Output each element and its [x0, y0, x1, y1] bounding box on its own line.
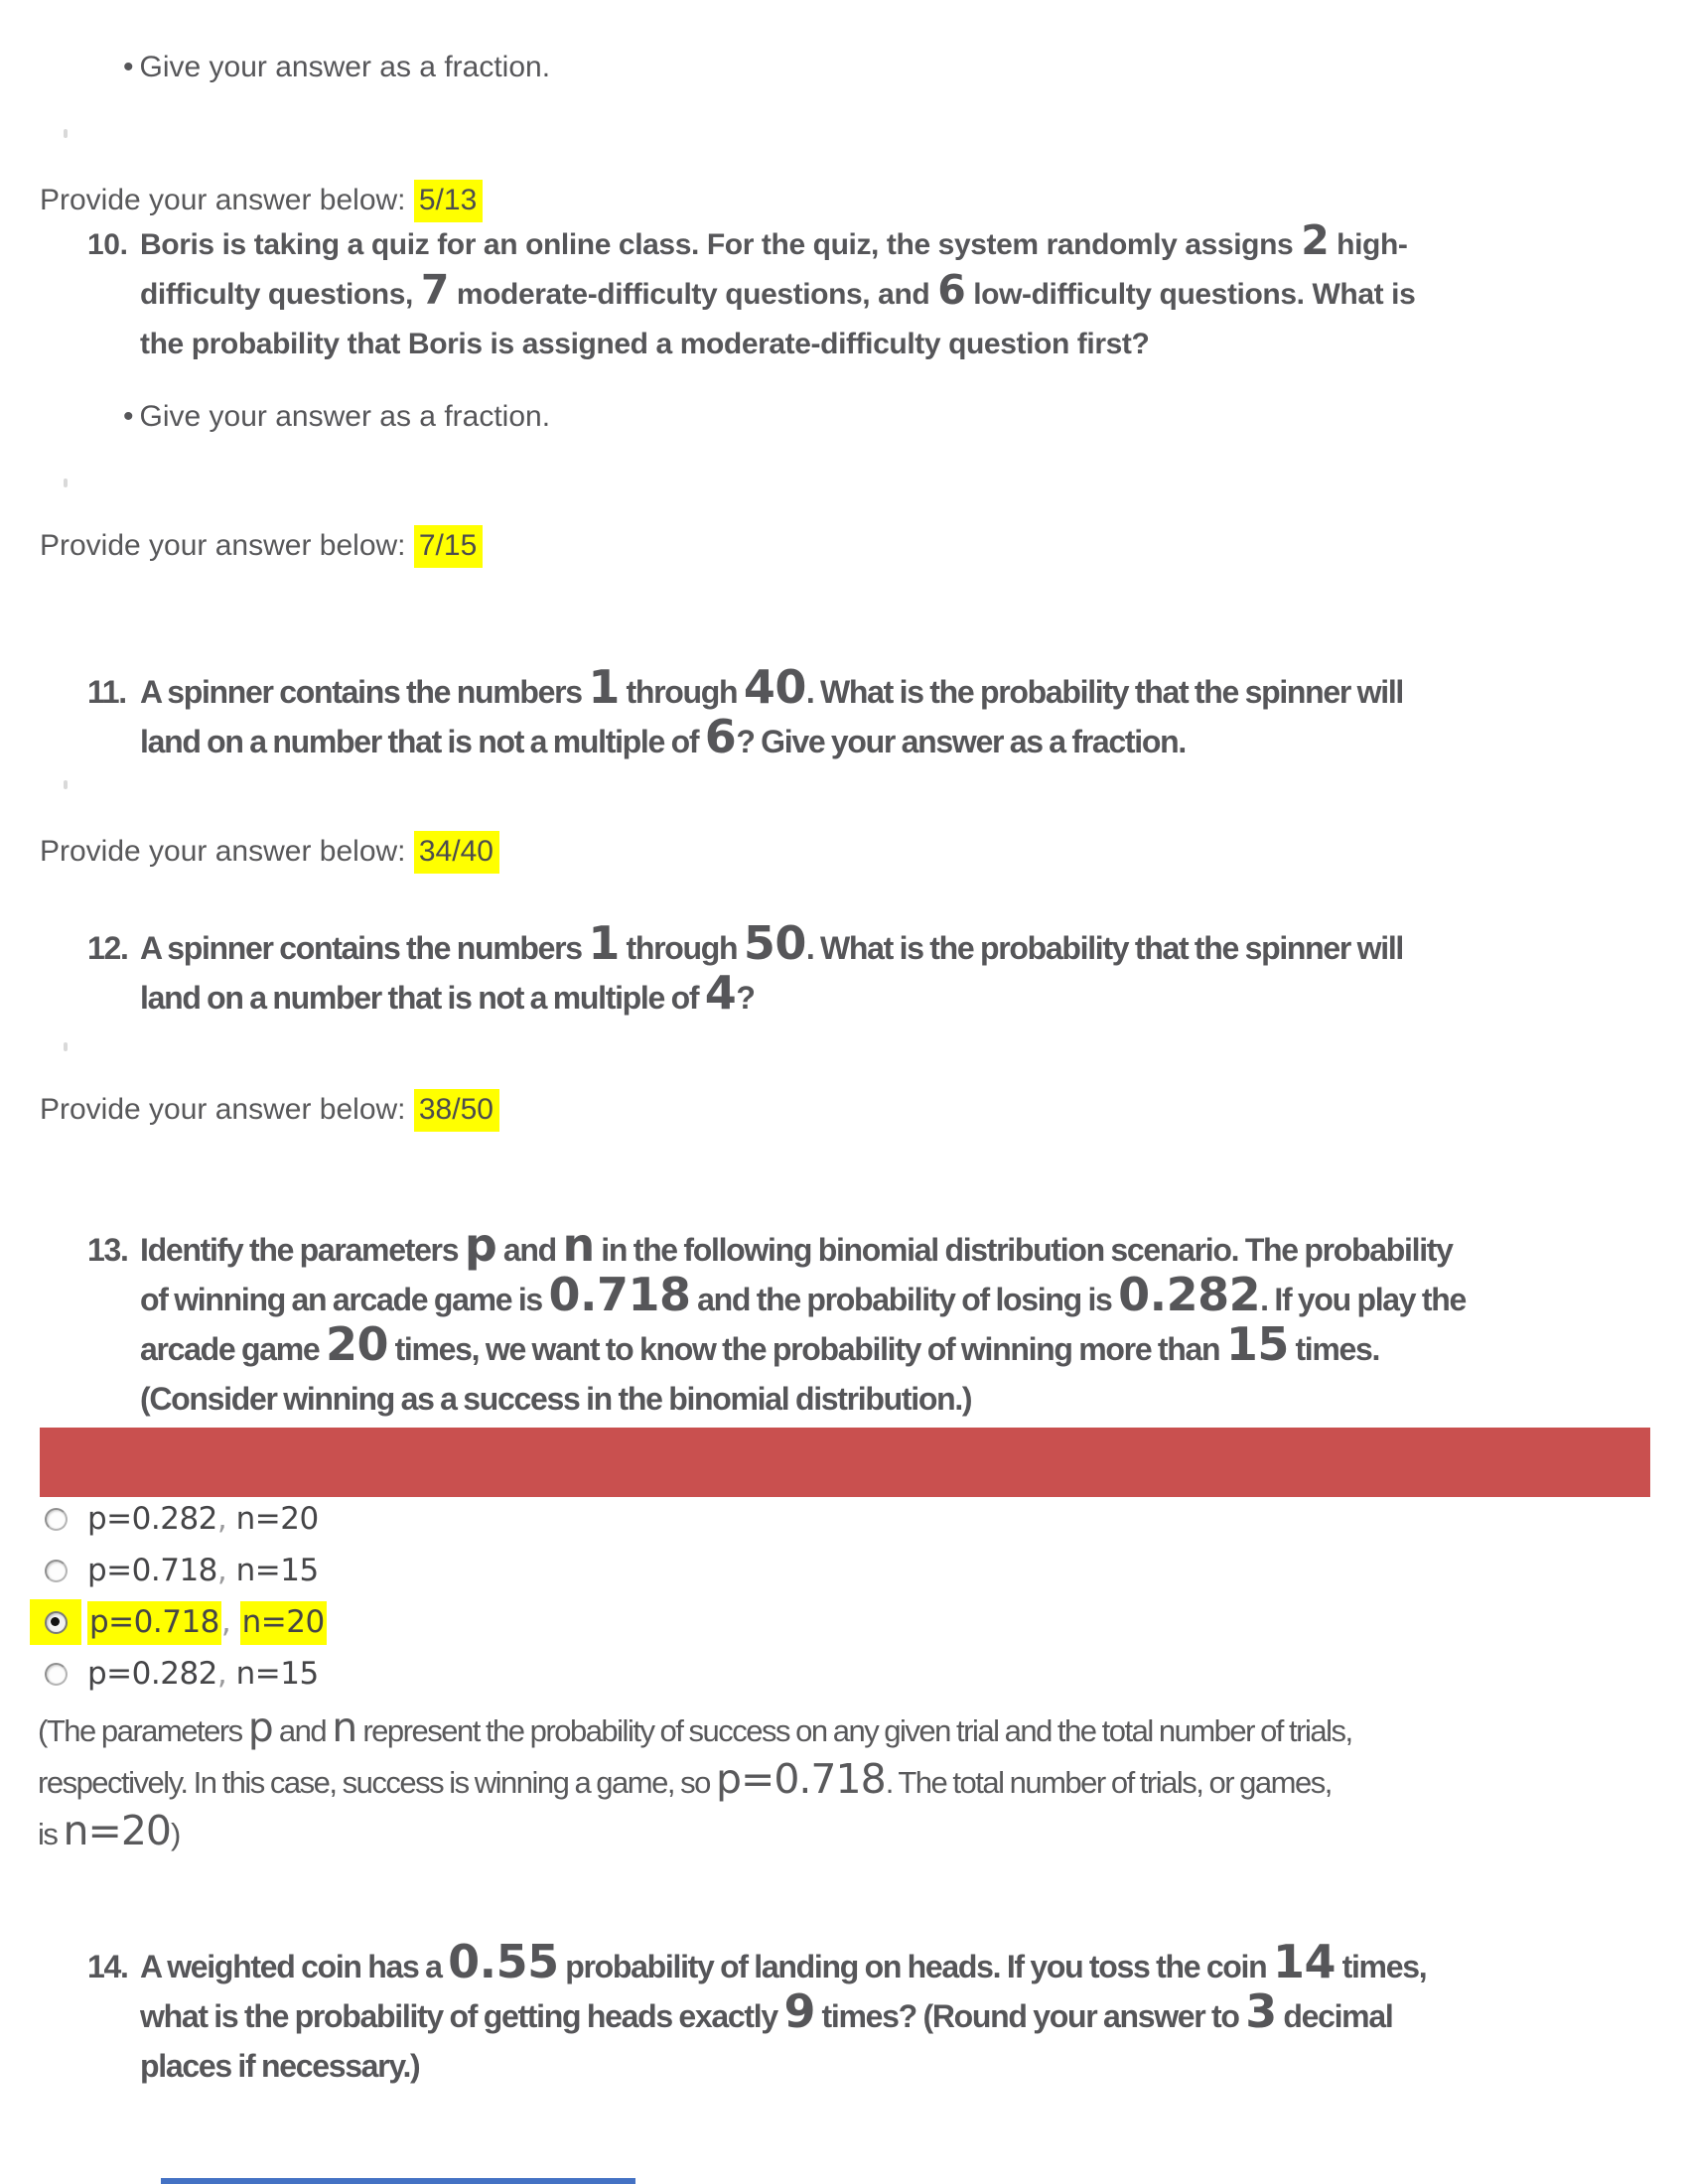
question-line: Boris is taking a quiz for an online class. For the quiz, the system randomly assigns 2 high- [140, 216, 1408, 264]
question-line: A weighted coin has a 0.55 probability of landing on heads. If you toss the coin 14 times, [140, 1935, 1427, 1988]
radio-button[interactable] [45, 1560, 68, 1582]
question-line: places if necessary.) [140, 2048, 420, 2084]
question-line: of winning an arcade game is 0.718 and the probability of losing is 0.282. If you play the [140, 1268, 1466, 1321]
question-number: 12. [87, 930, 128, 966]
option-row[interactable] [30, 1648, 923, 1700]
question-line: land on a number that is not a multiple of 4? [140, 966, 755, 1020]
question-text [140, 660, 1404, 766]
question-line: arcade game 20 times, we want to know the probability of winning more than 15 times. [140, 1317, 1380, 1371]
question-text [140, 1218, 1466, 1424]
answer-label: Provide your answer below: [40, 1093, 414, 1126]
explanation-line: is n=20) [38, 1807, 180, 1854]
bottom-partial-bar [161, 2178, 635, 2184]
answer-value-highlighted: 7/15 [414, 525, 483, 568]
faint-artifact-mark [64, 1042, 68, 1051]
question-line: what is the probability of getting heads exactly 9 times? (Round your answer to 3 decimal [140, 1984, 1393, 2038]
answer-row [40, 1088, 499, 1132]
radio-wrap [30, 1651, 81, 1697]
answer-value-highlighted: 34/40 [414, 831, 499, 874]
option-label: p=0.282, n=15 [87, 1656, 319, 1692]
question-line: difficulty questions, 7 moderate-difficulty questions, and 6 low-difficulty questions. What is [140, 266, 1416, 314]
question-number: 14. [87, 1949, 128, 1984]
question-text [140, 216, 1416, 369]
red-banner [40, 1428, 1650, 1497]
option-label: p=0.282, n=20 [87, 1501, 319, 1537]
explanation-line: respectively. In this case, success is winning a game, so p=0.718. The total number of trials, or games, [38, 1755, 1332, 1803]
radio-wrap [30, 1548, 81, 1593]
option-row[interactable] [30, 1545, 923, 1596]
answer-label: Provide your answer below: [40, 184, 414, 216]
radio-button-selected[interactable] [45, 1611, 68, 1634]
question-text [140, 1935, 1427, 2091]
question-line: A spinner contains the numbers 1 through 40. What is the probability that the spinner will [140, 660, 1404, 714]
radio-wrap [30, 1599, 81, 1645]
answer-row [40, 830, 499, 874]
radio-button[interactable] [45, 1663, 68, 1686]
option-row[interactable] [30, 1493, 923, 1545]
instruction-bullet: • Give your answer as a fraction. [123, 397, 550, 437]
explanation-line: (The parameters p and n represent the probability of success on any given trial and the total number of trials, [38, 1704, 1352, 1751]
faint-artifact-mark [64, 129, 68, 138]
answer-row [40, 179, 483, 222]
instruction-bullet: • Give your answer as a fraction. [123, 48, 550, 87]
answer-value-highlighted: 38/50 [414, 1089, 499, 1132]
option-label: p=0.718, n=20 [87, 1599, 327, 1645]
answer-value-highlighted: 5/13 [414, 180, 483, 222]
answer-label: Provide your answer below: [40, 835, 414, 868]
question-number: 10. [87, 228, 128, 261]
question-line: Identify the parameters p and n in the following binomial distribution scenario. The probability [140, 1218, 1453, 1272]
question-text [140, 916, 1404, 1023]
option-row[interactable] [30, 1596, 923, 1648]
question-line: (Consider winning as a success in the binomial distribution.) [140, 1381, 972, 1417]
faint-artifact-mark [64, 478, 68, 487]
answer-row [40, 524, 483, 568]
radio-button[interactable] [45, 1508, 68, 1531]
question-line: the probability that Boris is assigned a moderate-difficulty question first? [140, 328, 1150, 360]
question-line: land on a number that is not a multiple of 6? Give your answer as a fraction. [140, 710, 1186, 763]
question-line: A spinner contains the numbers 1 through 50. What is the probability that the spinner will [140, 916, 1404, 970]
question-number: 13. [87, 1232, 128, 1268]
radio-wrap [30, 1496, 81, 1542]
faint-artifact-mark [64, 780, 68, 789]
option-label: p=0.718, n=15 [87, 1553, 319, 1588]
answer-label: Provide your answer below: [40, 529, 414, 562]
question-number: 11. [87, 674, 126, 710]
